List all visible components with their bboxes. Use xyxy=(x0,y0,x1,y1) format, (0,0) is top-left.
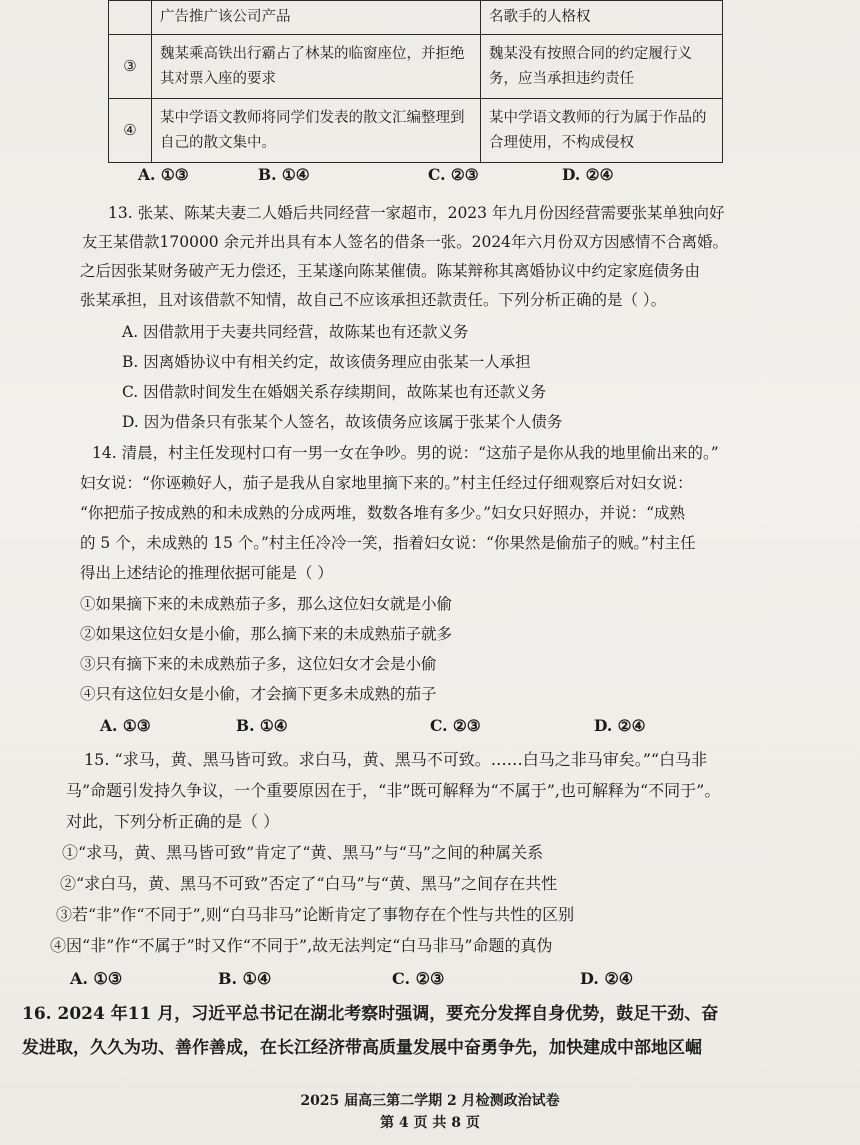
q12-option-c: C. ②③ xyxy=(428,165,479,184)
exam-title-footer: 2025 届高三第二学期 2 月检测政治试卷 xyxy=(300,1093,560,1109)
q15-statement: ③若“非”作“不同于”,则“白马非马”论断肯定了事物存在个性与共性的区别 xyxy=(56,905,575,924)
table-cell-case: 魏某乘高铁出行霸占了林某的临窗座位，并拒绝其对票入座的要求 xyxy=(152,35,481,99)
page-number: 第 4 页 共 8 页 xyxy=(380,1115,480,1131)
table-cell-case: 广告推广该公司产品 xyxy=(152,1,481,35)
q16-stem-line: 发进取，久久为功、善作善成，在长江经济带高质量发展中奋勇争先，加快建成中部地区崛 xyxy=(22,1038,702,1058)
table-row xyxy=(109,35,723,99)
table-row-number xyxy=(109,1,152,35)
table-row xyxy=(109,1,723,35)
q15-stem-line: 15. “求马，黄、黑马皆可致。求白马，黄、黑马不可致。……白马之非马审矣。”“白马非 xyxy=(84,750,708,769)
q14-option-d: D. ②④ xyxy=(594,716,646,735)
q14-options xyxy=(100,716,720,736)
q14-statement: ②如果这位妇女是小偷，那么摘下来的未成熟茄子就多 xyxy=(80,625,453,643)
q15-option-b: B. ①④ xyxy=(218,969,272,988)
table-row-number: ④ xyxy=(109,99,152,163)
q15-statement: ①“求马，黄、黑马皆可致”肯定了“黄、黑马”与“马”之间的种属关系 xyxy=(62,843,544,862)
table-cell-analysis: 名歌手的人格权 xyxy=(481,1,723,35)
q14-stem-line: 14. 清晨，村主任发现村口有一男一女在争吵。男的说：“这茄子是你从我的地里偷出来的。” xyxy=(92,444,719,462)
q14-stem-line: 得出上述结论的推理依据可能是（ ） xyxy=(80,564,333,582)
q15-options xyxy=(70,969,690,989)
q14-option-c: C. ②③ xyxy=(430,716,481,735)
q14-stem-line: “你把茄子按成熟的和未成熟的分成两堆，数数各堆有多少。”妇女只好照办，并说：“成熟 xyxy=(80,504,686,522)
q14-statement: ①如果摘下来的未成熟茄子多，那么这位妇女就是小偷 xyxy=(80,595,453,613)
q15-option-d: D. ②④ xyxy=(580,969,634,988)
q15-stem-line: 马”命题引发持久争议，一个重要原因在于，“非”既可解释为“不属于”,也可解释为“不同于”。 xyxy=(66,781,721,800)
q16-stem-line: 16. 2024 年11 月，习近平总书记在湖北考察时强调，要充分发挥自身优势，鼓足干劲、奋 xyxy=(22,1004,719,1024)
answer-table xyxy=(108,0,723,163)
q15-statement: ④因“非”作“不属于”时又作“不同于”,故无法判定“白马非马”命题的真伪 xyxy=(50,936,553,955)
q13-option-c: C. 因借款时间发生在婚姻关系存续期间，故陈某也有还款义务 xyxy=(122,383,547,401)
q13-stem-line: 之后因张某财务破产无力偿还，王某遂向陈某催债。陈某辩称其离婚协议中约定家庭债务由 xyxy=(80,262,701,280)
q13-stem-line: 13. 张某、陈某夫妻二人婚后共同经营一家超市，2023 年九月份因经营需要张某单独向好 xyxy=(108,204,725,222)
q15-stem-line: 对此，下列分析正确的是（ ） xyxy=(66,812,280,831)
q14-statement: ③只有摘下来的未成熟茄子多，这位妇女才会是小偷 xyxy=(80,655,437,673)
q12-option-b: B. ①④ xyxy=(258,165,310,184)
q14-option-a: A. ①③ xyxy=(100,716,151,735)
table-cell-analysis: 魏某没有按照合同的约定履行义务，应当承担违约责任 xyxy=(481,35,723,99)
q12-option-d: D. ②④ xyxy=(562,165,614,184)
q13-option-d: D. 因为借条只有张某个人签名，故该债务应该属于张某个人债务 xyxy=(122,413,563,431)
table-cell-case: 某中学语文教师将同学们发表的散文汇编整理到自己的散文集中。 xyxy=(152,99,481,163)
q13-stem-line: 张某承担，且对该借款不知情，故自己不应该承担还款责任。下列分析正确的是（ ）。 xyxy=(80,291,667,309)
table-row-number: ③ xyxy=(109,35,152,99)
q14-stem-line: 的 5 个，未成熟的 15 个。”村主任冷冷一笑，指着妇女说：“你果然是偷茄子的贼。”村主任 xyxy=(80,534,696,552)
q14-stem-line: 妇女说：“你诬赖好人，茄子是我从自家地里摘下来的。”村主任经过仔细观察后对妇女说： xyxy=(80,474,693,492)
q13-option-b: B. 因离婚协议中有相关约定，故该债务理应由张某一人承担 xyxy=(122,353,531,371)
q12-options xyxy=(138,165,758,185)
q12-option-a: A. ①③ xyxy=(138,165,189,184)
table-row xyxy=(109,99,723,163)
q15-option-c: C. ②③ xyxy=(392,969,445,988)
q15-statement: ②“求白马，黄、黑马不可致”否定了“白马”与“黄、黑马”之间存在共性 xyxy=(60,874,558,893)
q14-option-b: B. ①④ xyxy=(236,716,288,735)
table-cell-analysis: 某中学语文教师的行为属于作品的合理使用，不构成侵权 xyxy=(481,99,723,163)
q14-statement: ④只有这位妇女是小偷，才会摘下更多未成熟的茄子 xyxy=(80,685,437,703)
q15-option-a: A. ①③ xyxy=(70,969,123,988)
q13-option-a: A. 因借款用于夫妻共同经营，故陈某也有还款义务 xyxy=(122,323,469,341)
q13-stem-line: 友王某借款170000 余元并出具有本人签名的借条一张。2024年六月份双方因感情不合离婚。 xyxy=(82,233,729,251)
